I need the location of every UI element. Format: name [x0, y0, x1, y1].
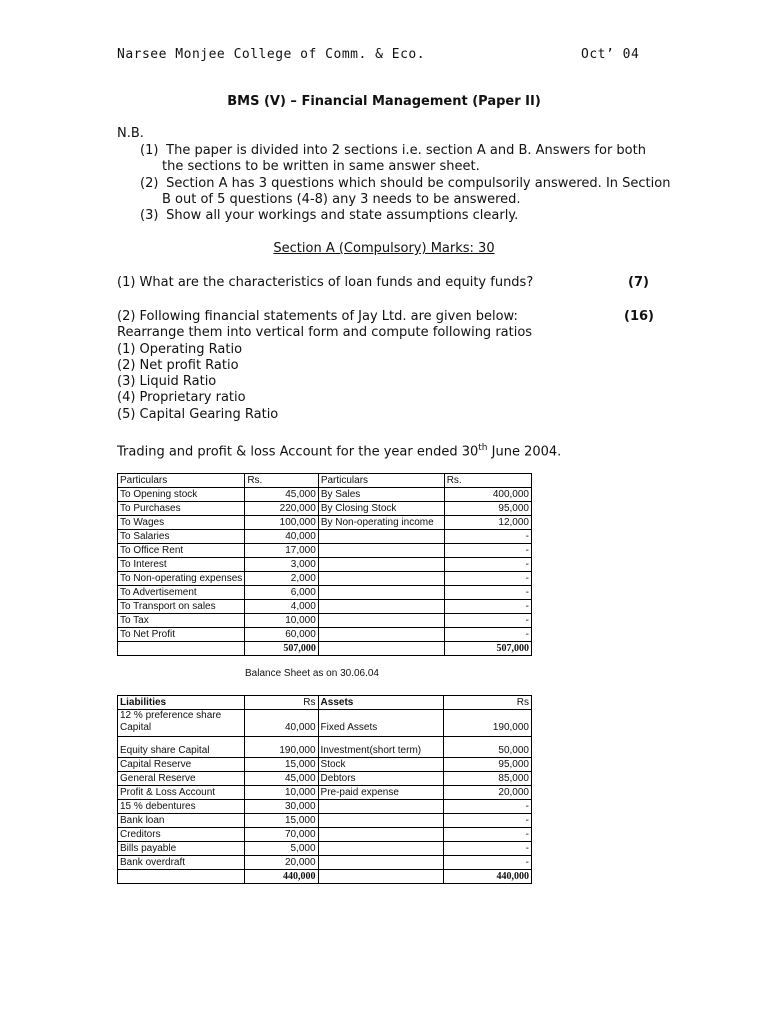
- table-header-cell: Liabilities: [118, 696, 245, 710]
- table-cell: Fixed Assets: [318, 710, 444, 737]
- total-cell: 507,000: [444, 642, 531, 656]
- table-cell: To Purchases: [118, 502, 245, 516]
- nb-item-number: (2): [140, 176, 159, 191]
- table-cell: By Sales: [318, 488, 444, 502]
- table-row: [118, 600, 532, 614]
- table-cell: [118, 642, 245, 656]
- table-cell: 17,000: [245, 544, 319, 558]
- table-row: [118, 628, 532, 642]
- table-cell: 4,000: [245, 600, 319, 614]
- table-cell: [318, 800, 444, 814]
- table-cell: [318, 600, 444, 614]
- table-cell: 60,000: [245, 628, 319, 642]
- table-cell: -: [444, 814, 532, 828]
- table-row: [118, 758, 532, 772]
- table-cell: To Wages: [118, 516, 245, 530]
- table-cell: 190,000: [244, 737, 318, 758]
- table-header-cell: Particulars: [318, 474, 444, 488]
- table-cell: 95,000: [444, 502, 531, 516]
- table-cell: Pre-paid expense: [318, 786, 444, 800]
- table-cell: 5,000: [244, 842, 318, 856]
- table-row: [118, 572, 532, 586]
- table-header-row: [118, 696, 532, 710]
- table-cell: To Office Rent: [118, 544, 245, 558]
- table-row: [118, 814, 532, 828]
- table-cell: To Interest: [118, 558, 245, 572]
- table-cell: 50,000: [444, 737, 532, 758]
- table-header-row: [118, 474, 532, 488]
- ratio-item: (4) Proprietary ratio: [117, 390, 246, 405]
- table-cell: 45,000: [244, 772, 318, 786]
- table-cell: 2,000: [245, 572, 319, 586]
- question-2-marks: (16): [624, 309, 654, 324]
- nb-item-number: (3): [140, 208, 159, 223]
- nb-item-3: [140, 208, 518, 224]
- exam-date: Oct’ 04: [581, 47, 640, 62]
- section-a-heading: Section A (Compulsory) Marks: 30: [273, 241, 495, 256]
- nb-item-1: [140, 143, 646, 159]
- table-cell: 40,000: [245, 530, 319, 544]
- table-cell: [318, 870, 444, 884]
- table-cell: 20,000: [444, 786, 532, 800]
- table-cell: By Closing Stock: [318, 502, 444, 516]
- table-cell: 20,000: [244, 856, 318, 870]
- nb-item-number: (1): [140, 143, 159, 158]
- table-row: [118, 856, 532, 870]
- table-cell: Creditors: [118, 828, 245, 842]
- table-cell: [318, 642, 444, 656]
- table-row: [118, 786, 532, 800]
- table-cell: To Advertisement: [118, 586, 245, 600]
- table-cell: [318, 828, 444, 842]
- table-cell: 6,000: [245, 586, 319, 600]
- nb-item-text: The paper is divided into 2 sections i.e. section A and B. Answers for both: [166, 143, 646, 158]
- table-cell: -: [444, 628, 531, 642]
- table-cell: [318, 572, 444, 586]
- table-cell: Bank overdraft: [118, 856, 245, 870]
- table-cell: Profit & Loss Account: [118, 786, 245, 800]
- ratio-item: (5) Capital Gearing Ratio: [117, 407, 279, 422]
- table-total-row: [118, 870, 532, 884]
- table-row: [118, 502, 532, 516]
- question-1-marks: (7): [628, 275, 649, 290]
- paper-title: BMS (V) – Financial Management (Paper II): [227, 94, 541, 109]
- table-row: [118, 544, 532, 558]
- total-cell: 440,000: [244, 870, 318, 884]
- table-cell: [318, 544, 444, 558]
- table-cell: -: [444, 800, 532, 814]
- table-cell: 10,000: [245, 614, 319, 628]
- table-cell: 100,000: [245, 516, 319, 530]
- table-cell: 85,000: [444, 772, 532, 786]
- table-cell: To Salaries: [118, 530, 245, 544]
- table-cell: Stock: [318, 758, 444, 772]
- question-2: (2) Following financial statements of Jay Ltd. are given below:: [117, 309, 518, 324]
- question-2-instruction: Rearrange them into vertical form and compute following ratios: [117, 325, 533, 340]
- nb-item-2: [140, 176, 670, 192]
- table-row: [118, 737, 532, 758]
- table-cell: [318, 530, 444, 544]
- table-cell: 220,000: [245, 502, 319, 516]
- table-cell: Capital Reserve: [118, 758, 245, 772]
- balance-sheet-caption: Balance Sheet as on 30.06.04: [245, 668, 379, 679]
- table-cell: [118, 710, 245, 737]
- ratio-item: (1) Operating Ratio: [117, 342, 243, 357]
- table-cell: [318, 614, 444, 628]
- table-cell: [318, 558, 444, 572]
- table-cell: -: [444, 828, 532, 842]
- tpl-caption-tail: June 2004.: [487, 444, 562, 460]
- table-row: [118, 488, 532, 502]
- pref-line-2: Capital: [120, 722, 152, 733]
- table-cell: -: [444, 586, 531, 600]
- tpl-caption-text: Trading and profit & loss Account for the year ended 30: [117, 444, 479, 460]
- tpl-caption: [117, 440, 561, 460]
- table-cell: 30,000: [244, 800, 318, 814]
- table-cell: Bills payable: [118, 842, 245, 856]
- table-cell: Investment(short term): [318, 737, 444, 758]
- table-cell: By Non-operating income: [318, 516, 444, 530]
- table-cell: [318, 814, 444, 828]
- nb-item-text: Section A has 3 questions which should be compulsorily answered. In Section: [166, 176, 671, 191]
- table-cell: -: [444, 572, 531, 586]
- table-cell: 95,000: [444, 758, 532, 772]
- table-cell: -: [444, 544, 531, 558]
- table-cell: [318, 842, 444, 856]
- nb-item-2-cont: B out of 5 questions (4-8) any 3 needs to be answered.: [162, 192, 521, 207]
- table-cell: -: [444, 600, 531, 614]
- table-cell: -: [444, 614, 531, 628]
- table-header-cell: Rs.: [444, 474, 531, 488]
- table-total-row: [118, 642, 532, 656]
- table-cell: [318, 856, 444, 870]
- table-header-cell: Assets: [318, 696, 444, 710]
- table-cell: 15,000: [244, 758, 318, 772]
- table-cell: To Tax: [118, 614, 245, 628]
- table-cell: -: [444, 842, 532, 856]
- table-row: [118, 530, 532, 544]
- table-cell: General Reserve: [118, 772, 245, 786]
- total-cell: 440,000: [444, 870, 532, 884]
- table-cell: [118, 870, 245, 884]
- table-cell: 15 % debentures: [118, 800, 245, 814]
- table-cell: To Net Profit: [118, 628, 245, 642]
- table-cell: 12,000: [444, 516, 531, 530]
- table-cell: Debtors: [318, 772, 444, 786]
- table-cell: To Opening stock: [118, 488, 245, 502]
- table-cell: [318, 628, 444, 642]
- table-cell: [318, 586, 444, 600]
- table-cell: 400,000: [444, 488, 531, 502]
- table-cell: 40,000: [244, 710, 318, 737]
- table-row: [118, 828, 532, 842]
- table-row: [118, 800, 532, 814]
- table-cell: 190,000: [444, 710, 532, 737]
- nb-item-1-cont: the sections to be written in same answer sheet.: [162, 159, 480, 174]
- table-header-cell: Rs.: [245, 474, 319, 488]
- ratio-item: (2) Net profit Ratio: [117, 358, 239, 373]
- balance-sheet-table: [117, 695, 532, 884]
- table-cell: 3,000: [245, 558, 319, 572]
- table-cell: To Non-operating expenses: [118, 572, 245, 586]
- table-cell: Bank loan: [118, 814, 245, 828]
- table-cell: Equity share Capital: [118, 737, 245, 758]
- table-cell: 10,000: [244, 786, 318, 800]
- tpl-table: [117, 473, 532, 656]
- table-row: [118, 842, 532, 856]
- table-row: [118, 772, 532, 786]
- table-cell: To Transport on sales: [118, 600, 245, 614]
- table-cell: 45,000: [245, 488, 319, 502]
- table-cell: 15,000: [244, 814, 318, 828]
- table-row: [118, 516, 532, 530]
- table-header-cell: Rs: [244, 696, 318, 710]
- college-name: Narsee Monjee College of Comm. & Eco.: [117, 47, 426, 62]
- pref-line-1: 12 % preference share: [120, 710, 222, 721]
- ratio-item: (3) Liquid Ratio: [117, 374, 217, 389]
- table-row: [118, 614, 532, 628]
- nb-item-text: Show all your workings and state assumptions clearly.: [166, 208, 519, 223]
- table-header-cell: Rs: [444, 696, 532, 710]
- tpl-caption-sup: th: [478, 443, 488, 453]
- nb-label: N.B.: [117, 126, 144, 141]
- table-cell: -: [444, 558, 531, 572]
- table-row: [118, 710, 532, 737]
- table-row: [118, 558, 532, 572]
- table-cell: -: [444, 530, 531, 544]
- total-cell: 507,000: [245, 642, 319, 656]
- question-1: (1) What are the characteristics of loan funds and equity funds?: [117, 275, 534, 290]
- table-row: [118, 586, 532, 600]
- table-cell: -: [444, 856, 532, 870]
- table-cell: 70,000: [244, 828, 318, 842]
- table-header-cell: Particulars: [118, 474, 245, 488]
